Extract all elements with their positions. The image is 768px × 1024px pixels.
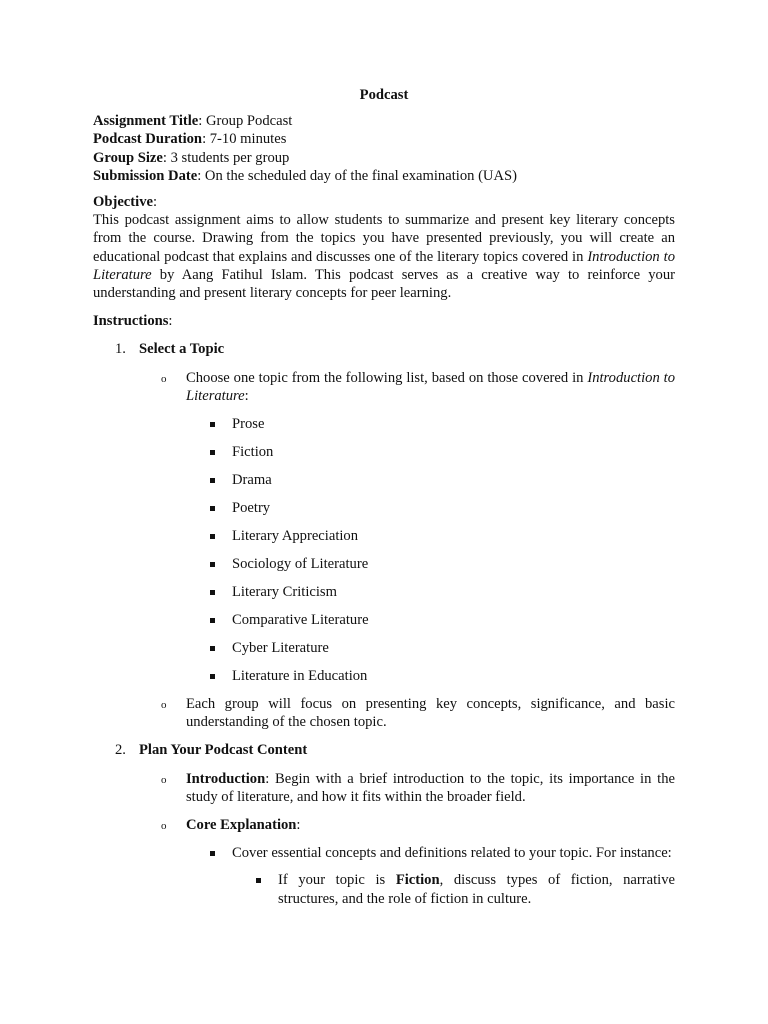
instructions-label: Instructions xyxy=(93,313,169,330)
list-item xyxy=(93,555,675,573)
square-bullet-icon xyxy=(210,422,215,427)
meta-submission-date xyxy=(93,167,675,185)
topic-label: Drama xyxy=(232,471,272,488)
objective-colon: : xyxy=(152,194,158,211)
meta-value: : 7-10 minutes xyxy=(202,131,287,148)
objective-paragraph xyxy=(93,211,675,302)
square-bullet-icon xyxy=(210,534,215,539)
topic-label: Fiction xyxy=(232,443,274,460)
meta-value: : Group Podcast xyxy=(198,113,293,130)
list-item xyxy=(93,527,675,545)
meta-value: : 3 students per group xyxy=(162,149,290,166)
core-explanation-colon: : xyxy=(296,817,301,834)
step-1 xyxy=(93,340,675,358)
list-item xyxy=(93,583,675,601)
step-title: Plan Your Podcast Content xyxy=(139,742,308,759)
meta-podcast-duration xyxy=(93,130,675,148)
topic-label: Literary Criticism xyxy=(232,583,337,600)
step-number: 2. xyxy=(115,742,126,759)
example-bold: Fiction xyxy=(395,872,440,889)
core-explanation-label: Core Explanation xyxy=(186,817,297,834)
choose-topic-item xyxy=(93,369,675,405)
cover-text: Cover essential concepts and definitions related to your topic. For instance: xyxy=(232,845,672,862)
choose-book-title: Introduction to Literature xyxy=(186,369,675,404)
list-item xyxy=(93,443,675,461)
instructions-colon: : xyxy=(168,313,173,330)
topic-label: Sociology of Literature xyxy=(232,555,369,572)
circle-bullet: o xyxy=(161,699,167,712)
square-bullet-icon xyxy=(210,450,215,455)
objective-label: Objective xyxy=(93,194,153,211)
list-item xyxy=(93,471,675,489)
topic-label: Literary Appreciation xyxy=(232,527,359,544)
topic-label: Comparative Literature xyxy=(232,611,369,628)
introduction-text: : Begin with a brief introduction to the topic, its importance in the study of literature, and how it fits within the broader field. xyxy=(186,770,675,805)
list-item xyxy=(93,611,675,629)
square-bullet-icon xyxy=(210,590,215,595)
square-bullet-icon xyxy=(210,506,215,511)
meta-assignment-title xyxy=(93,112,675,130)
topic-label: Prose xyxy=(232,415,265,432)
focus-text: Each group will focus on presenting key concepts, significance, and basic understanding of the chosen topic. xyxy=(186,696,675,731)
step-2 xyxy=(93,741,675,759)
meta-value: : On the scheduled day of the final examination (UAS) xyxy=(197,167,517,184)
meta-label: Assignment Title xyxy=(93,113,199,130)
square-bullet-icon xyxy=(210,562,215,567)
instructions-heading xyxy=(93,312,675,330)
introduction-item xyxy=(93,770,675,806)
meta-label: Podcast Duration xyxy=(93,131,203,148)
topic-list xyxy=(93,415,675,685)
square-bullet-icon xyxy=(210,851,215,856)
topic-label: Literature in Education xyxy=(232,667,368,684)
list-item xyxy=(93,499,675,517)
topic-label: Poetry xyxy=(232,499,271,516)
meta-label: Submission Date xyxy=(93,167,198,184)
square-bullet-icon xyxy=(256,878,261,883)
example-text-1: If your topic is xyxy=(278,872,396,889)
square-bullet-icon xyxy=(210,674,215,679)
choose-text-2: : xyxy=(244,387,249,404)
focus-item xyxy=(93,695,675,731)
circle-bullet: o xyxy=(161,372,167,385)
circle-bullet: o xyxy=(161,820,167,833)
objective-text-2: by Aang Fatihul Islam. This podcast serves as a creative way to reinforce your understanding and present literary concepts for peer learning. xyxy=(93,266,675,302)
square-bullet-icon xyxy=(210,646,215,651)
cover-concepts-item xyxy=(93,844,675,862)
introduction-label: Introduction xyxy=(186,770,266,787)
list-item xyxy=(93,639,675,657)
objective-book-title: Introduction to Literature xyxy=(93,248,676,283)
circle-bullet: o xyxy=(161,773,167,786)
fiction-example-item xyxy=(93,871,675,907)
document-page xyxy=(93,86,675,908)
objective-heading xyxy=(93,193,675,211)
list-item xyxy=(93,667,675,685)
meta-label: Group Size xyxy=(93,149,163,166)
choose-text-1: Choose one topic from the following list, based on those covered in xyxy=(186,369,588,386)
step-title: Select a Topic xyxy=(139,341,225,358)
objective-text-1: This podcast assignment aims to allow students to summarize and present key literary concepts from the course. Drawing from the topics you have presented previously, you will create an educational podcast that explains and discusses one of the literary topics covered in xyxy=(93,212,675,265)
topic-label: Cyber Literature xyxy=(232,639,329,656)
core-explanation-item xyxy=(93,816,675,834)
list-item xyxy=(93,415,675,433)
example-text-2: , discuss types of fiction, narrative structures, and the role of fiction in culture. xyxy=(278,872,675,907)
document-title: Podcast xyxy=(359,87,409,103)
meta-group-size xyxy=(93,149,675,167)
square-bullet-icon xyxy=(210,618,215,623)
square-bullet-icon xyxy=(210,478,215,483)
step-number: 1. xyxy=(115,341,126,358)
